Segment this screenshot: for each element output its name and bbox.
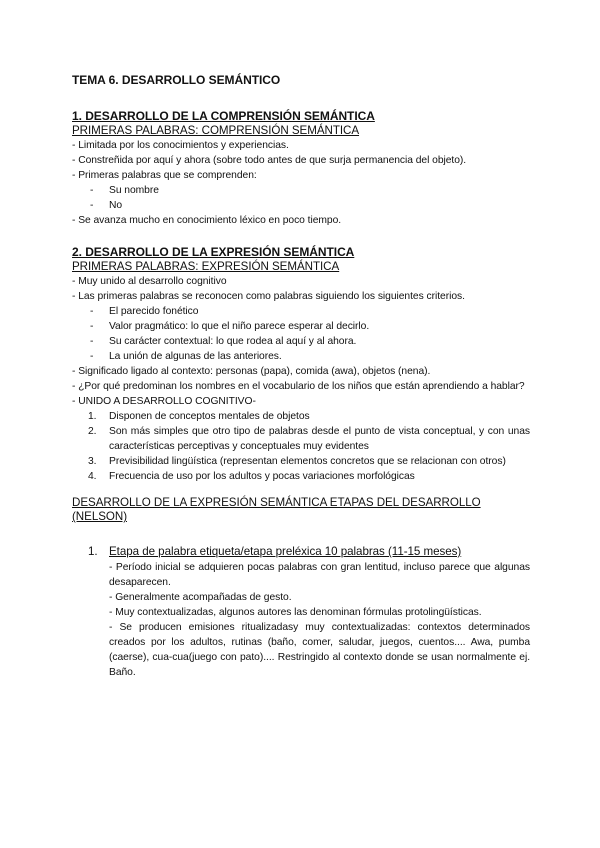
list-item-text: Frecuencia de uso por los adultos y pocas variaciones morfológicas [109, 471, 415, 482]
stage-1 [72, 544, 530, 680]
list-number: 1. [88, 411, 97, 422]
stage-line: - Generalmente acompañadas de gesto. [109, 592, 292, 603]
section-2-line: - Las primeras palabras se reconocen como palabras siguiendo los siguientes criterios. [72, 291, 465, 302]
section-1-line: - Constreñida por aquí y ahora (sobre todo antes de que surja permanencia del objeto). [72, 155, 467, 166]
list-item: - La unión de algunas de las anteriores. [72, 349, 530, 364]
section-1-subheading: PRIMERAS PALABRAS: COMPRENSIÓN SEMÁNTICA [72, 124, 360, 137]
stage-title: Etapa de palabra etiqueta/etapa preléxica 10 palabras (11-15 meses) [109, 545, 462, 558]
list-item-text: Disponen de conceptos mentales de objetos [109, 411, 310, 422]
stage-number: 1. [88, 545, 98, 558]
list-number: 3. [88, 456, 97, 467]
stage-line: - Se producen emisiones ritualizadasy muy contextualizadas: contextos determinados creados por los adultos, rutinas (baño, comer, saludar, juegos, cuentos.... Awa, pumba (caerse), cua-cua(juego con pato).... Restringido al contexto donde se usan normalmente ej. Baño. [109, 622, 530, 678]
section-2-subheading: PRIMERAS PALABRAS: EXPRESIÓN SEMÁNTICA [72, 260, 340, 273]
section-2-line: - Significado ligado al contexto: personas (papa), comida (awa), objetos (nena). [72, 366, 431, 377]
stage-line: - Muy contextualizadas, algunos autores las denominan fórmulas protolingüísticas. [109, 607, 482, 618]
section-1-line: - Primeras palabras que se comprenden: [72, 170, 257, 181]
stage-body [109, 559, 530, 680]
list-item: - Su carácter contextual: lo que rodea al aquí y al ahora. [72, 334, 530, 349]
criteria-list [72, 304, 530, 364]
list-item-text: Son más simples que otro tipo de palabras desde el punto de vista conceptual, y con unas características perceptivas y conceptuales muy evidentes [109, 426, 530, 452]
list-item: - El parecido fonético [72, 304, 530, 319]
list-item-text: Previsibilidad lingüística (representan elementos concretos que se relacionan con otros) [109, 456, 506, 467]
section-3-heading: DESARROLLO DE LA EXPRESIÓN SEMÁNTICA ETAPAS DEL DESARROLLO (NELSON) [72, 496, 481, 523]
reasons-list [72, 409, 530, 484]
list-item [72, 454, 530, 469]
document-title: TEMA 6. DESARROLLO SEMÁNTICO [72, 73, 281, 87]
list-item [72, 469, 530, 484]
section-2-heading: 2. DESARROLLO DE LA EXPRESIÓN SEMÁNTICA [72, 245, 355, 259]
first-words-list [72, 183, 530, 213]
list-item: - No [72, 198, 530, 213]
document-content [72, 68, 530, 680]
list-item [72, 424, 530, 454]
section-2-question: - ¿Por qué predominan los nombres en el vocabulario de los niños que están aprendiendo a hablar? [72, 381, 525, 392]
list-item: - Su nombre [72, 183, 530, 198]
list-item: - Valor pragmático: lo que el niño parece esperar al decirlo. [72, 319, 530, 334]
section-1-line: - Limitada por los conocimientos y experiencias. [72, 140, 289, 151]
section-1-closing: - Se avanza mucho en conocimiento léxico en poco tiempo. [72, 215, 342, 226]
section-1-heading: 1. DESARROLLO DE LA COMPRENSIÓN SEMÁNTICA [72, 109, 375, 123]
list-item [72, 409, 530, 424]
stage-line: - Período inicial se adquieren pocas palabras con gran lentitud, incluso parece que algunas desaparecen. [109, 562, 530, 588]
list-number: 4. [88, 471, 97, 482]
list-number: 2. [88, 426, 97, 437]
cognitive-heading: - UNIDO A DESARROLLO COGNITIVO- [72, 396, 256, 407]
section-2-line: - Muy unido al desarrollo cognitivo [72, 276, 227, 287]
